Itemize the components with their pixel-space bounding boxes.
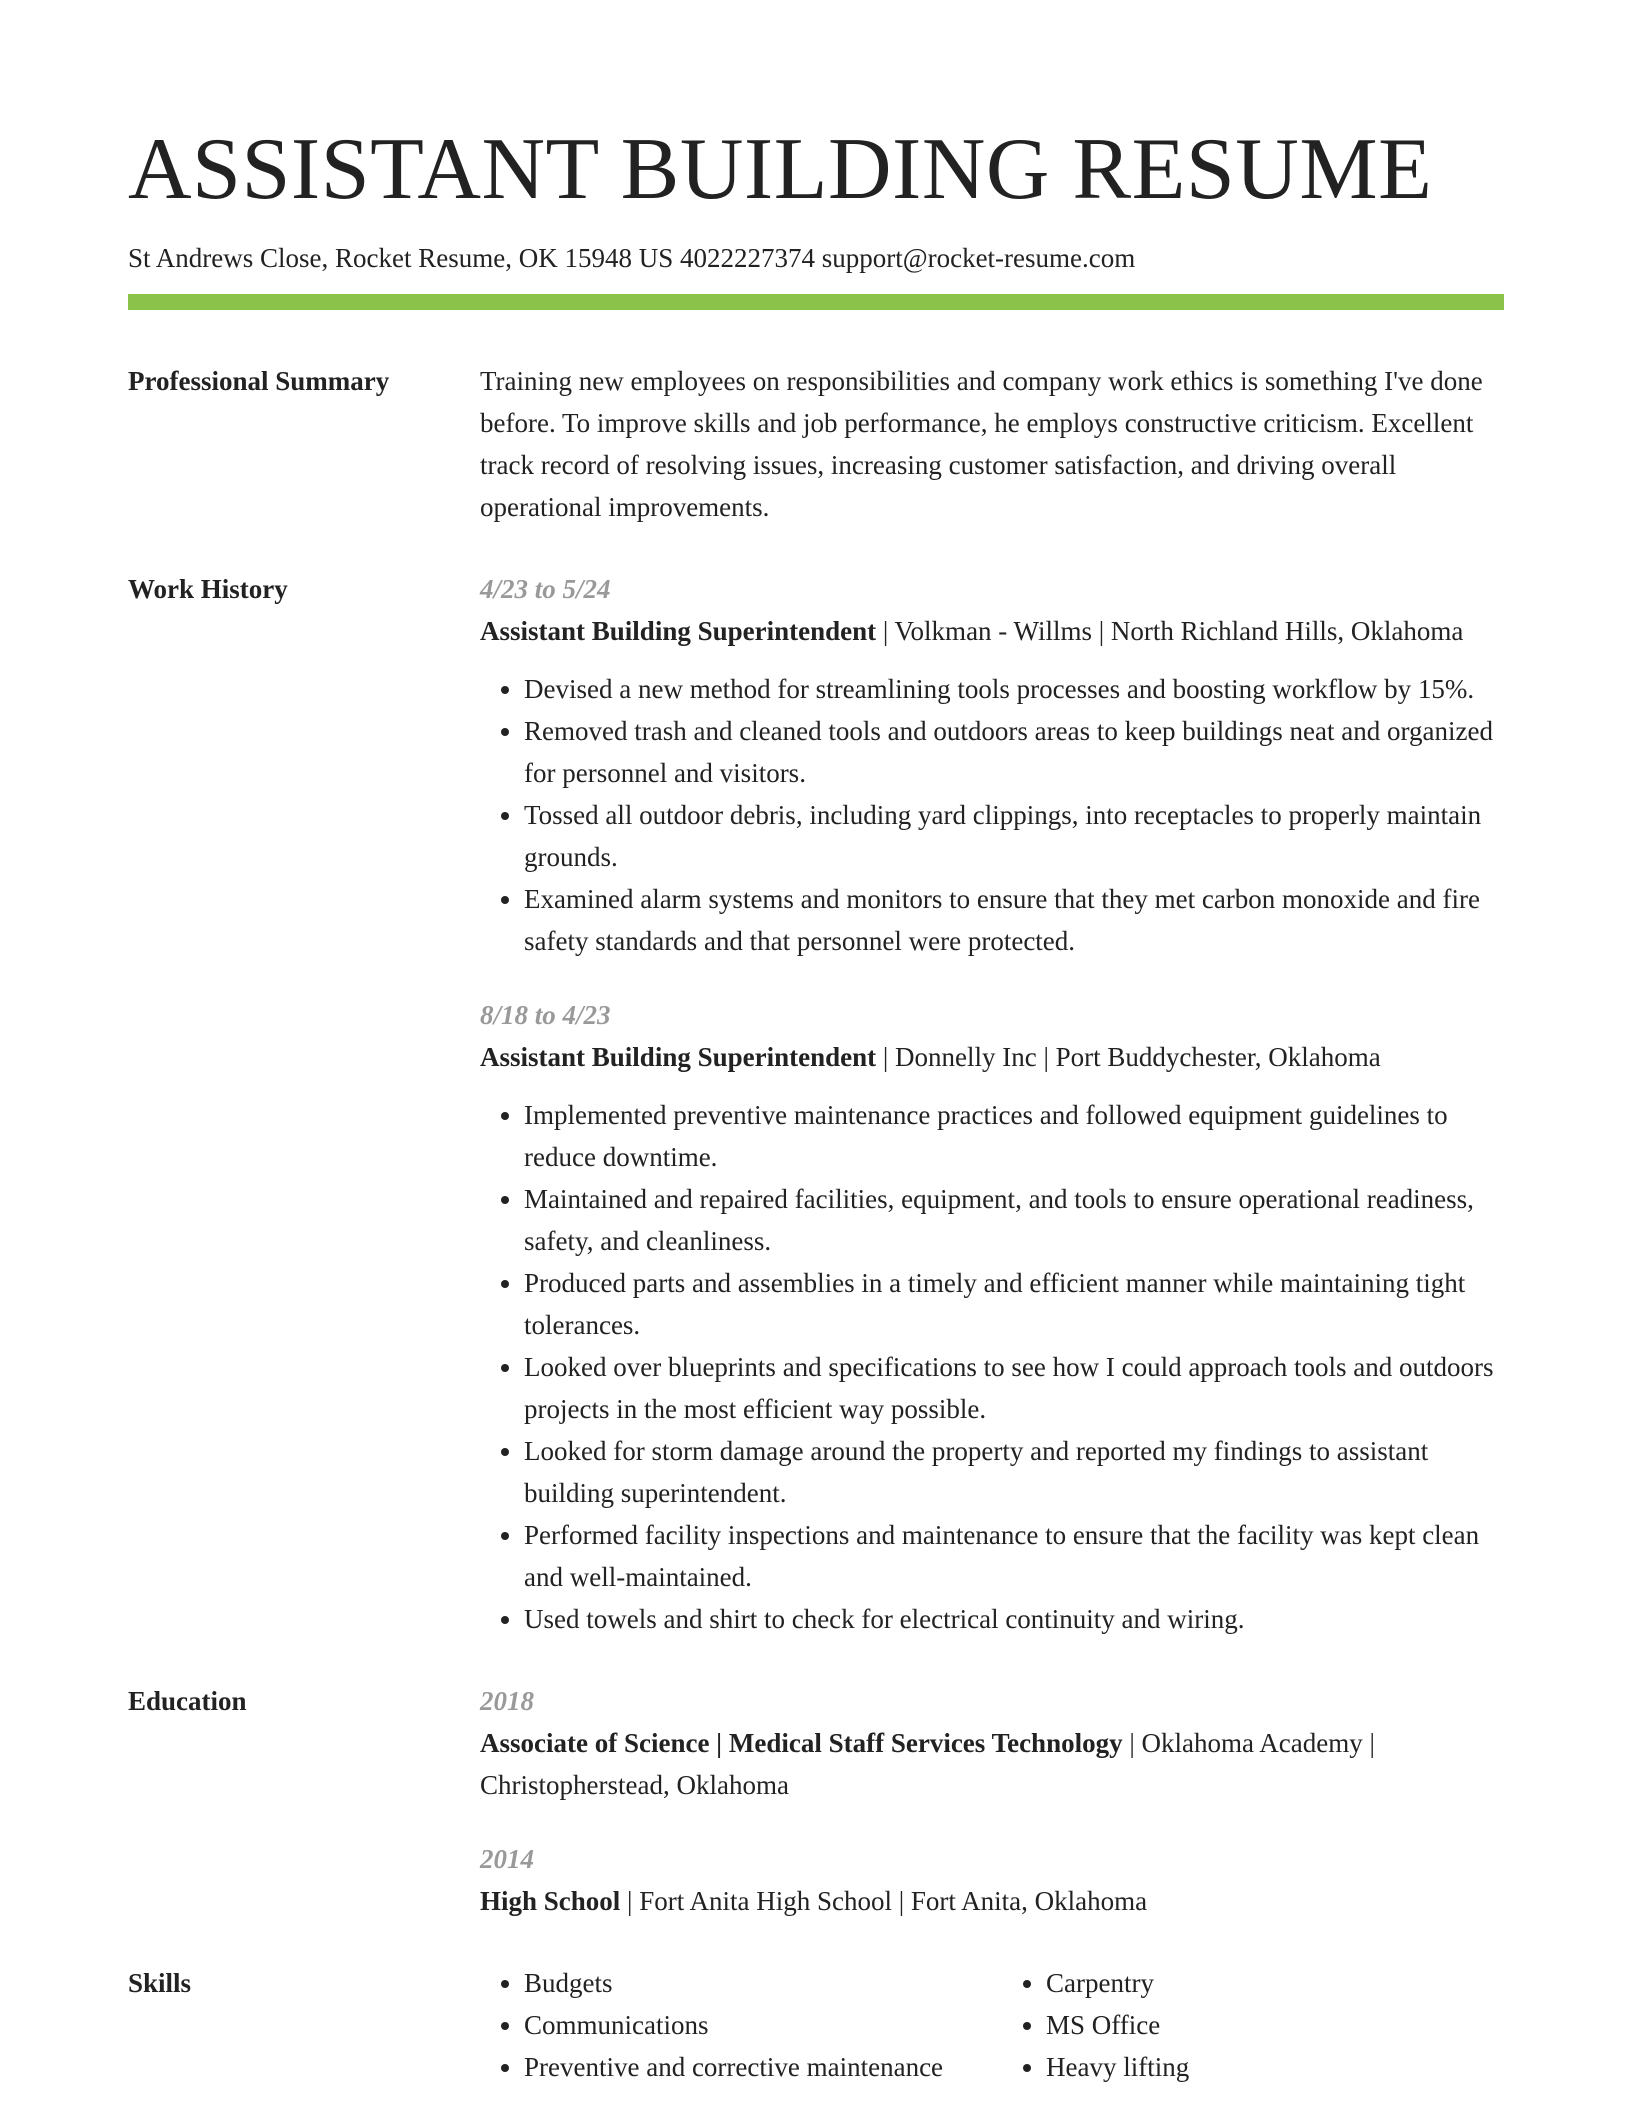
summary-text: Training new employees on responsibilities and company work ethics is something I've done before. To improve skills and job performance, he employs constructive criticism. Excellent track record of resolving issues, increasing customer satisfaction, and driving overall operational improvements.: [480, 366, 1483, 522]
contact-line: St Andrews Close, Rocket Resume, OK 15948 US 4022227374 support@rocket-resume.com: [128, 243, 1136, 273]
job-date: 8/18 to 4/23: [480, 1000, 611, 1030]
education-date: 2014: [480, 1844, 534, 1874]
job-title: Assistant Building Superintendent: [480, 616, 877, 646]
job-date: 4/23 to 5/24: [480, 574, 611, 604]
education-details: | Oklahoma Academy | Christopherstead, Oklahoma: [480, 1728, 1375, 1800]
job-bullet: • Looked for storm damage around the property and reported my findings to assistant building superintendent.: [524, 1430, 1504, 1514]
job-bullet: • Maintained and repaired facilities, equipment, and tools to ensure operational readiness, safety, and cleanliness.: [524, 1178, 1504, 1262]
job-heading: [480, 610, 1504, 652]
job-bullet: • Produced parts and assemblies in a timely and efficient manner while maintaining tight tolerances.: [524, 1262, 1504, 1346]
job-bullets: [480, 1094, 1504, 1640]
skills-list-left: [480, 1962, 982, 2088]
skills-section: [128, 1962, 1504, 2088]
job-bullet: • Looked over blueprints and specifications to see how I could approach tools and outdoors projects in the most efficient way possible.: [524, 1346, 1504, 1430]
summary-section: [128, 360, 1504, 528]
education-degree: Associate of Science | Medical Staff Services Technology: [480, 1728, 1123, 1758]
job-bullet: • Implemented preventive maintenance practices and followed equipment guidelines to reduce downtime.: [524, 1094, 1504, 1178]
education-details: | Fort Anita High School | Fort Anita, Oklahoma: [620, 1886, 1148, 1916]
education-date: 2018: [480, 1686, 534, 1716]
skill-item: • MS Office: [1046, 2004, 1504, 2046]
job-entry: [480, 994, 1504, 1640]
skills-label: Skills: [128, 1968, 192, 1998]
job-details: | Volkman - Willms | North Richland Hills, Oklahoma: [876, 616, 1464, 646]
work-history-label: Work History: [128, 574, 288, 604]
skill-item: • Communications: [524, 2004, 982, 2046]
job-details: | Donnelly Inc | Port Buddychester, Oklahoma: [876, 1042, 1381, 1072]
summary-label: Professional Summary: [128, 366, 390, 396]
skills-grid: [480, 1962, 1504, 2088]
skill-item: • Preventive and corrective maintenance: [524, 2046, 982, 2088]
job-bullet: • Used towels and shirt to check for electrical continuity and wiring.: [524, 1598, 1504, 1640]
education-heading: [480, 1722, 1504, 1806]
job-bullet: • Removed trash and cleaned tools and outdoors areas to keep buildings neat and organized for personnel and visitors.: [524, 710, 1504, 794]
work-history-section: [128, 568, 1504, 1640]
job-bullet: • Examined alarm systems and monitors to ensure that they met carbon monoxide and fire safety standards and that personnel were protected.: [524, 878, 1504, 962]
job-entry: [480, 568, 1504, 962]
job-bullet: • Tossed all outdoor debris, including yard clippings, into receptacles to properly maintain grounds.: [524, 794, 1504, 878]
skill-item: • Carpentry: [1046, 1962, 1504, 2004]
skills-list-right: [1002, 1962, 1504, 2088]
resume-page: [128, 118, 1504, 2088]
job-bullet: • Performed facility inspections and maintenance to ensure that the facility was kept clean and well-maintained.: [524, 1514, 1504, 1598]
skill-item: • Budgets: [524, 1962, 982, 2004]
resume-title: ASSISTANT BUILDING RESUME: [128, 121, 1433, 218]
job-bullet: • Devised a new method for streamlining tools processes and boosting workflow by 15%.: [524, 668, 1504, 710]
education-entry: [480, 1838, 1504, 1922]
accent-divider: [128, 294, 1504, 310]
education-section: [128, 1680, 1504, 1922]
education-degree: High School: [480, 1886, 621, 1916]
education-label: Education: [128, 1686, 247, 1716]
education-heading: [480, 1880, 1504, 1922]
education-entry: [480, 1680, 1504, 1806]
skill-item: • Heavy lifting: [1046, 2046, 1504, 2088]
job-bullets: [480, 668, 1504, 962]
job-title: Assistant Building Superintendent: [480, 1042, 877, 1072]
job-heading: [480, 1036, 1504, 1078]
